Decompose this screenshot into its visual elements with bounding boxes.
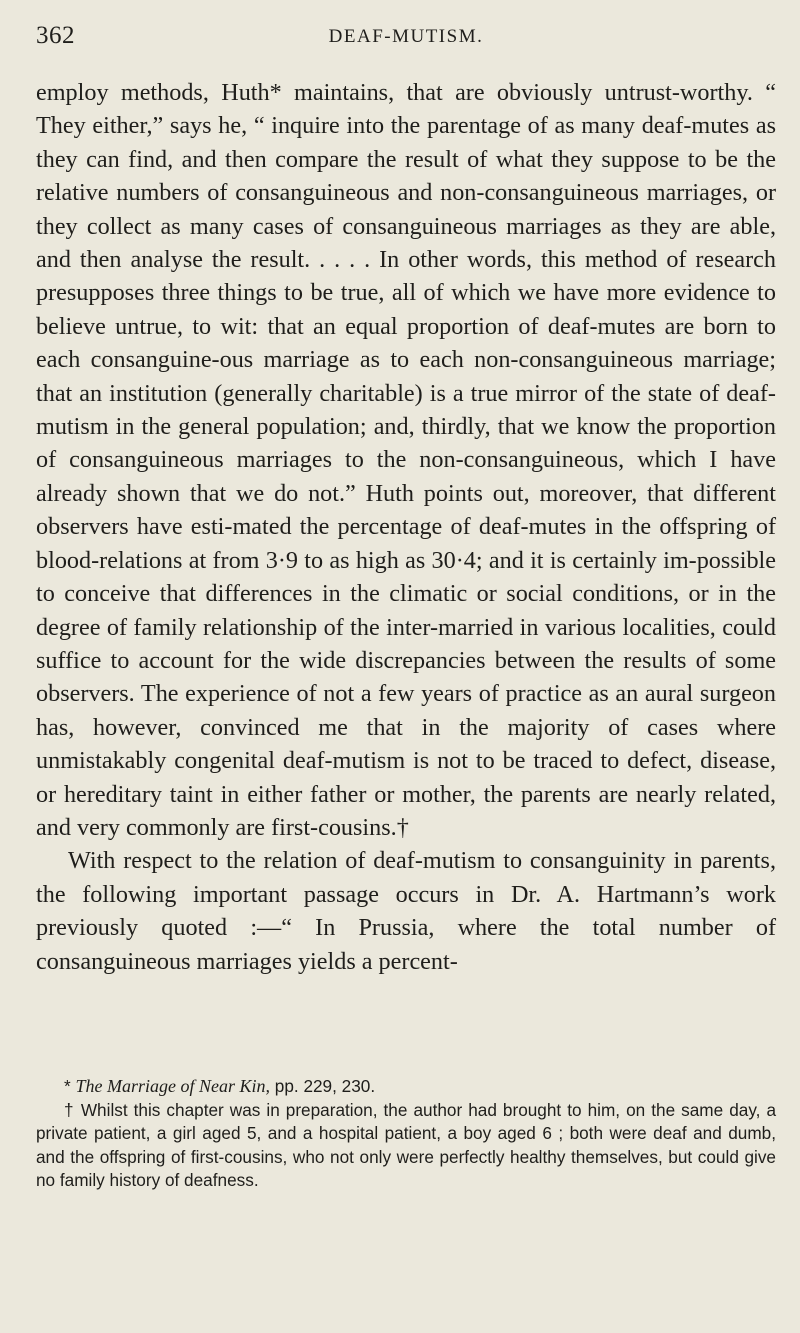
footnote: [36, 1099, 776, 1193]
footnote-text: Whilst this chapter was in preparation, the author had brought to him, on the same day, a private patient, a girl aged 5, and a hospital patient, a boy aged 6 ; both were deaf and dumb, and the offspring of first-cousins, who not only were perfectly healthy themselves, but could give no family history of deafness.: [36, 1099, 776, 1191]
running-title: DEAF-MUTISM.: [328, 26, 484, 47]
footnote-text: pp. 229, 230.: [270, 1076, 376, 1096]
body-text: [36, 76, 776, 978]
footnote-marker: †: [64, 1099, 75, 1120]
footnote-work-title: The Marriage of Near Kin,: [75, 1076, 270, 1096]
footnote-marker: *: [64, 1076, 71, 1096]
page-number: 362: [36, 22, 75, 49]
paragraph: With respect to the relation of deaf-mutism to consanguinity in parents, the following important passage occurs in Dr. A. Hartmann’s work previously quoted :—“ In Prussia, where the total number of consanguineous marriages yields a percent-: [36, 847, 776, 975]
footnote: [36, 1075, 776, 1099]
paragraph-continued: employ methods, Huth* maintains, that are obviously untrust-worthy. “ They either,” says he, “ inquire into the parentage of as many deaf-mutes as they can find, and then compare the result of what they suppose to be the relative numbers of consanguineous and non-consanguineous marriages, or they collect as many cases of consanguineous marriages as they are able, and then analyse the result. . . . . In other words, this method of research presupposes three things to be true, all of which we have more evidence to believe untrue, to wit: that an equal proportion of deaf-mutes are born to each consanguine-ous marriage as to each non-consanguineous marriage; that an institution (generally charitable) is a true mirror of the state of deaf-mutism in the general population; and, thirdly, that we know the proportion of consanguineous marriages to the non-consanguineous, which I have already shown that we do not.” Huth points out, moreover, that different observers have esti-mated the percentage of deaf-mutes in the offspring of blood-relations at from 3·9 to as high as 30·4; and it is certainly im-possible to conceive that differences in the climatic or social conditions, or in the degree of family relationship of the inter-married in various localities, could suffice to account for the wide discrepancies between the results of some observers. The experience of not a few years of practice as an aural surgeon has, however, convinced me that in the majority of cases where unmistakably congenital deaf-mutism is not to be traced to defect, disease, or hereditary taint in either father or mother, the parents are nearly related, and very commonly are first-cousins.†: [36, 79, 776, 841]
page-header: [36, 22, 776, 58]
footnotes: [36, 1075, 776, 1193]
